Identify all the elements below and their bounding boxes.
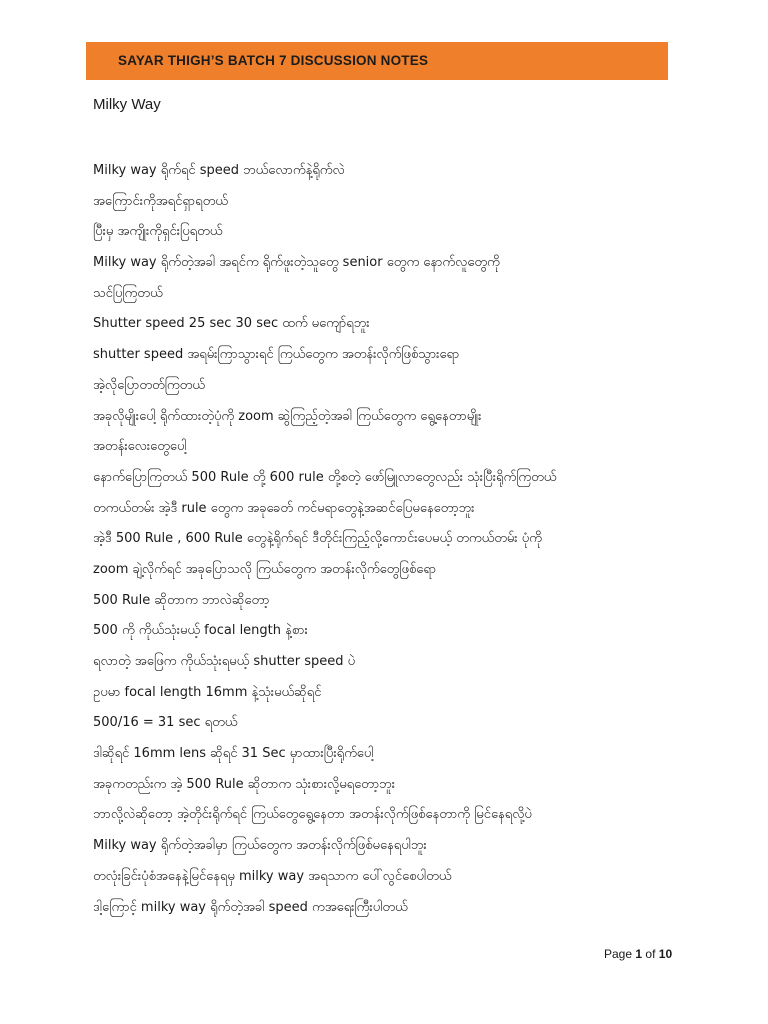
text-line: 500 Rule ဆိုတာက ဘာလဲဆိုတော့ (93, 592, 270, 608)
header-banner (86, 42, 668, 80)
text-line: zoom ချဲ့လိုက်ရင် အခုပြောသလို ကြယ်တွေက အတန်းလိုက်တွေဖြစ်ရော (93, 561, 437, 577)
of-label: of (645, 947, 656, 961)
text-line: တလုံးခြင်းပုံစံအနေနဲ့မြင်နေရမှ milky way အရသာက ပေါ်လွင်စေပါတယ် (93, 868, 452, 884)
text-line: ရလာတဲ့ အဖြေက ကိုယ်သုံးရမယ့် shutter speed ပဲ (93, 654, 356, 669)
text-line: အကြောင်းကိုအရင်ရှာရတယ် (93, 193, 228, 209)
text-line: ဒါ့ကြောင့် milky way ရိုက်တဲ့အခါ speed ကအရေးကြီးပါတယ် (93, 899, 408, 915)
page-number (604, 947, 672, 961)
current-page: 1 (635, 947, 643, 961)
text-line: အခုကတည်းက အဲ့ 500 Rule ဆိုတာက သုံးစားလို့မရတော့ဘူး (93, 776, 395, 792)
text-line: နောက်ပြောကြတယ် 500 Rule တို့ 600 rule တို့စတဲ့ ဖော်မြူလာတွေလည်း သုံးပြီးရိုက်ကြတယ် (93, 469, 557, 485)
page-label: Page (604, 947, 633, 961)
text-line: Milky way ရိုက်တဲ့အခါ အရင်က ရိုက်ဖူးတဲ့သူတွေ senior တွေက နောက်လူတွေကို (93, 255, 500, 271)
text-line: Shutter speed 25 sec 30 sec ထက် မကျော်ရဘူး (93, 316, 370, 332)
notes-body (93, 159, 693, 926)
text-line: Milky way ရိုက်ရင် speed ဘယ်လောက်နဲ့ရိုက်လဲ (93, 163, 345, 178)
text-line: ဒါဆိုရင် 16mm lens ဆိုရင် 31 Sec မှာထားပြီးရိုက်ပေါ့ (93, 746, 374, 762)
text-line: Milky way ရိုက်တဲ့အခါမှာ ကြယ်တွေက အတန်းလိုက်ဖြစ်မနေရပါဘူး (93, 838, 427, 854)
document-title: Milky Way (93, 96, 161, 113)
text-line: ပြီးမှ အကျိုးကိုရှင်းပြရတယ် (93, 224, 223, 240)
total-pages: 10 (658, 947, 673, 961)
text-line: အဲ့ဒီ 500 Rule , 600 Rule တွေနဲ့ရိုက်ရင် ဒီတိုင်းကြည့်လို့ကောင်းပေမယ့် တကယ်တမ်း ပုံကို (93, 531, 542, 547)
text-line: 500/16 = 31 sec ရတယ် (93, 715, 238, 731)
text-line: တကယ်တမ်း အဲ့ဒီ rule တွေက အခုခေတ် ကင်မရာတွေနဲ့အဆင်ပြေမနေတော့ဘူး (93, 500, 475, 516)
text-line: အခုလိုမျိုးပေါ့ ရိုက်ထားတဲ့ပုံကို zoom ဆွဲကြည့်တဲ့အခါ ကြယ်တွေက ရွေ့နေတာမျိုး (93, 408, 482, 424)
text-line: ဘာလို့လဲဆိုတော့ အဲ့တိုင်းရိုက်ရင် ကြယ်တွေရွေ့နေတာ အတန်းလိုက်ဖြစ်နေတာကို မြင်နေရလို့ပဲ (93, 807, 532, 823)
text-line: ဥပမာ focal length 16mm နဲ့သုံးမယ်ဆိုရင် (93, 684, 322, 700)
header-title: SAYAR THIGH’S BATCH 7 DISCUSSION NOTES (118, 53, 429, 68)
text-line: 500 ကို ကိုယ်သုံးမယ့် focal length နဲ့စား (93, 623, 308, 639)
text-line: အတန်းလေးတွေပေါ့ (93, 439, 187, 455)
text-line: သင်ပြကြတယ် (93, 285, 163, 301)
text-line: shutter speed အရမ်းကြာသွားရင် ကြယ်တွေက အတန်းလိုက်ဖြစ်သွားရော (93, 347, 460, 363)
text-line: အဲ့လိုပြောတတ်ကြတယ် (93, 377, 205, 393)
